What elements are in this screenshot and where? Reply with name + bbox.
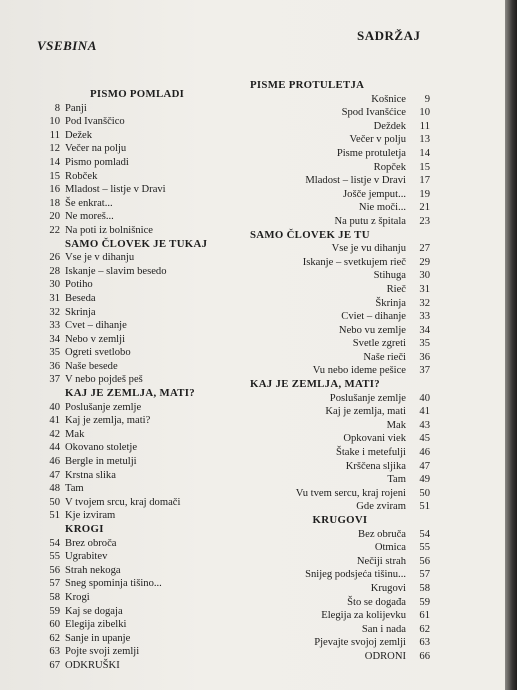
- entry-title: Elegija zibelki: [65, 619, 127, 631]
- toc-entry: [250, 324, 430, 338]
- entry-title: Pod Ivanščico: [65, 116, 125, 128]
- page-number: 54: [419, 528, 430, 540]
- toc-section-heading: [250, 79, 430, 93]
- header-left: VSEBINA: [37, 38, 97, 53]
- page-number: 63: [49, 646, 60, 658]
- toc-entry: [40, 591, 250, 605]
- entry-title: Nie moči...: [358, 202, 406, 214]
- toc-entry: [250, 596, 430, 610]
- page-number: 54: [49, 537, 60, 549]
- toc-entry: [250, 419, 430, 433]
- toc-entry: [40, 265, 250, 279]
- page-number: 51: [419, 501, 430, 513]
- page-number: 60: [49, 619, 60, 631]
- page-number: 14: [419, 147, 430, 159]
- toc-entry: [250, 432, 430, 446]
- toc-entry: [250, 174, 430, 188]
- page-number: 35: [49, 347, 60, 359]
- page-number: 49: [419, 474, 430, 486]
- header-right: SADRŽAJ: [357, 28, 421, 43]
- entry-title: Strah nekoga: [65, 564, 121, 576]
- toc-entry: [250, 161, 430, 175]
- toc-entry: [250, 487, 430, 501]
- entry-title: Brez obroča: [65, 537, 117, 549]
- page-number: 36: [419, 351, 430, 363]
- page-number: 41: [49, 415, 60, 427]
- entry-title: Košnice: [371, 93, 406, 105]
- toc-right-column: [250, 79, 430, 664]
- toc-entry: [250, 460, 430, 474]
- toc-entry: [250, 93, 430, 107]
- page-number: 36: [49, 360, 60, 372]
- entry-title: Otmica: [374, 542, 406, 554]
- page-number: 41: [419, 406, 430, 418]
- entry-title: Svetle zgreti: [352, 338, 406, 350]
- entry-title: Stihuga: [373, 270, 406, 282]
- page-number: 46: [419, 447, 430, 459]
- page-number: 9: [424, 93, 430, 105]
- page-number: 12: [49, 143, 60, 155]
- page-number: 56: [419, 555, 430, 567]
- entry-title: Krogi: [65, 591, 90, 603]
- entry-title: Poslušanje zemlje: [329, 392, 406, 404]
- entry-title: Panji: [65, 102, 87, 114]
- toc-entry: [40, 618, 250, 632]
- entry-title: San i nada: [361, 623, 406, 635]
- toc-entry: [40, 428, 250, 442]
- toc-entry: [250, 541, 430, 555]
- toc-entry: [40, 170, 250, 184]
- page-number: 34: [49, 333, 60, 345]
- entry-title: Naše besede: [65, 360, 118, 372]
- entry-title: Elegija za kolijevku: [321, 610, 406, 622]
- page-number: 40: [49, 401, 60, 413]
- toc-entry: [40, 414, 250, 428]
- page-number: 55: [419, 542, 430, 554]
- page-number: 15: [49, 170, 60, 182]
- toc-entry: [40, 564, 250, 578]
- toc-entry: [40, 142, 250, 156]
- toc-entry: [40, 537, 250, 551]
- entry-title: Pismo pomladi: [65, 156, 129, 168]
- page-number: 62: [49, 632, 60, 644]
- page-number: 57: [419, 569, 430, 581]
- page-number: 61: [419, 610, 430, 622]
- toc-entry: [40, 373, 250, 387]
- toc-entry: [250, 201, 430, 215]
- toc-entry: [250, 568, 430, 582]
- entry-title: Deždek: [373, 120, 406, 132]
- toc-entry: [40, 550, 250, 564]
- toc-left-column: [40, 88, 250, 673]
- toc-entry: [40, 401, 250, 415]
- entry-title: Štake i metefulji: [335, 447, 406, 459]
- entry-title: Cviet – dihanje: [341, 311, 406, 323]
- toc-entry: [250, 446, 430, 460]
- entry-title: Pisme protuletja: [336, 147, 406, 159]
- entry-title: Sneg spominja tišino...: [65, 578, 162, 590]
- page-number: 32: [419, 297, 430, 309]
- toc-entry: [250, 650, 430, 664]
- toc-entry: [250, 528, 430, 542]
- page-number: 10: [419, 107, 430, 119]
- entry-title: Sanje in upanje: [65, 632, 131, 644]
- entry-title: Ne moreš...: [65, 211, 114, 223]
- toc-entry: [250, 392, 430, 406]
- page-number: 28: [49, 265, 60, 277]
- toc-entry: [250, 283, 430, 297]
- page-number: 33: [49, 320, 60, 332]
- page-number: 13: [419, 134, 430, 146]
- entry-title: Poslušanje zemlje: [65, 401, 142, 413]
- page-number: 32: [49, 306, 60, 318]
- entry-title: Nebo v zemlji: [65, 333, 126, 345]
- toc-entry: [40, 455, 250, 469]
- page-number: 19: [419, 188, 430, 200]
- toc-entry: [40, 129, 250, 143]
- toc-entry: [40, 645, 250, 659]
- page-number: 47: [49, 469, 60, 481]
- toc-entry: [40, 605, 250, 619]
- toc-entry: [40, 482, 250, 496]
- entry-title: Tam: [65, 483, 84, 495]
- page-number: 48: [49, 483, 60, 495]
- toc-entry: [40, 251, 250, 265]
- entry-title: Potiho: [65, 279, 93, 291]
- page-number: 30: [419, 270, 430, 282]
- page-number: 30: [49, 279, 60, 291]
- page-number: 47: [419, 460, 430, 472]
- toc-entry: [40, 441, 250, 455]
- toc-entry: [250, 120, 430, 134]
- toc-entry: [40, 496, 250, 510]
- page-number: 15: [419, 161, 430, 173]
- toc-entry: [250, 555, 430, 569]
- entry-title: Naše rieči: [363, 351, 406, 363]
- page-number: 63: [419, 637, 430, 649]
- page-number: 18: [49, 197, 60, 209]
- page-number: 17: [419, 175, 430, 187]
- entry-title: Opkovani viek: [343, 433, 406, 445]
- entry-title: Na poti iz bolnišnice: [65, 224, 153, 236]
- entry-title: Ogreti svetlobo: [65, 347, 131, 359]
- entry-title: Škrinja: [375, 297, 406, 309]
- entry-title: Mladost – listje v Dravi: [305, 175, 406, 187]
- entry-title: Mak: [65, 428, 85, 440]
- toc-entry: [40, 469, 250, 483]
- toc-entry: [40, 292, 250, 306]
- section-title: SAMO ČLOVEK JE TUKAJ: [65, 237, 208, 250]
- page-number: 57: [49, 578, 60, 590]
- toc-section-heading: [40, 88, 250, 102]
- toc-entry: [40, 224, 250, 238]
- toc-entry: [250, 106, 430, 120]
- toc-entry: [250, 582, 430, 596]
- toc-entry: [40, 659, 250, 673]
- toc-entry: [40, 102, 250, 116]
- entry-title: V tvojem srcu, kraj domači: [65, 496, 181, 508]
- page-number: 55: [49, 551, 60, 563]
- toc-entry: [40, 360, 250, 374]
- page-number: 37: [419, 365, 430, 377]
- page-number: 58: [419, 582, 430, 594]
- entry-title: Vse je v dihanju: [65, 252, 135, 264]
- page-number: 31: [419, 283, 430, 295]
- section-title: KROGI: [65, 523, 104, 535]
- page-number: 51: [49, 510, 60, 522]
- page-number: 16: [49, 184, 60, 196]
- page-number: 46: [49, 456, 60, 468]
- page-number: 56: [49, 564, 60, 576]
- entry-title: Krstna slika: [65, 469, 116, 481]
- page-number: 33: [419, 311, 430, 323]
- entry-title: Tam: [387, 474, 406, 486]
- entry-title: Gde zviram: [356, 501, 406, 513]
- toc-entry: [40, 278, 250, 292]
- page-number: 59: [49, 605, 60, 617]
- toc-entry: [250, 188, 430, 202]
- toc-entry: [40, 509, 250, 523]
- toc-entry: [40, 115, 250, 129]
- page-number: 14: [49, 156, 60, 168]
- entry-title: Na putu z špitala: [334, 215, 406, 227]
- entry-title: Nečiji strah: [356, 555, 406, 567]
- entry-title: Večer v polju: [349, 134, 406, 146]
- page-number: 34: [419, 324, 430, 336]
- section-title: SAMO ČLOVEK JE TU: [250, 228, 370, 241]
- entry-title: Večer na polju: [65, 143, 127, 155]
- page-edge-shadow: [505, 0, 517, 690]
- toc-section-heading: [40, 523, 250, 537]
- toc-entry: [40, 346, 250, 360]
- toc-entry: [250, 147, 430, 161]
- page-number: 45: [419, 433, 430, 445]
- page-number: 27: [419, 243, 430, 255]
- entry-title: Vu nebo ideme pešice: [312, 365, 406, 377]
- page-number: 66: [419, 650, 430, 662]
- toc-entry: [250, 242, 430, 256]
- entry-title: Kaj je zemlja, mati: [325, 406, 406, 418]
- entry-title: Še enkrat...: [65, 197, 113, 209]
- toc-entry: [40, 319, 250, 333]
- entry-title: Snijeg podsjeća tišinu...: [305, 569, 406, 581]
- toc-section-heading: [250, 378, 430, 392]
- page-number: 58: [49, 591, 60, 603]
- page-number: 37: [49, 374, 60, 386]
- entry-title: Iskanje – svetkujem rieč: [302, 256, 406, 268]
- toc-entry: [250, 256, 430, 270]
- toc-entry: [40, 306, 250, 320]
- entry-title: Rieč: [386, 283, 406, 295]
- toc-entry: [250, 609, 430, 623]
- section-title: PISMO POMLADI: [90, 88, 185, 100]
- entry-title: Ugrabitev: [65, 551, 108, 563]
- page-number: 26: [49, 252, 60, 264]
- toc-section-heading: [40, 238, 250, 252]
- toc-entry: [250, 623, 430, 637]
- toc-entry: [250, 473, 430, 487]
- section-title: KRUGOVI: [312, 514, 368, 526]
- entry-title: Dežek: [65, 129, 93, 141]
- toc-entry: [250, 215, 430, 229]
- section-title: KAJ JE ZEMLJA, MATI?: [250, 378, 380, 391]
- entry-title: Ropček: [373, 161, 406, 173]
- page-number: 40: [419, 392, 430, 404]
- entry-title: Skrinja: [65, 306, 96, 318]
- entry-title: Kaj je zemlja, mati?: [65, 415, 151, 427]
- entry-title: Pojte svoji zemlji: [65, 646, 140, 658]
- entry-title: Kaj se dogaja: [65, 605, 123, 617]
- page-number: 29: [419, 256, 430, 268]
- page-number: 31: [49, 292, 60, 304]
- entry-title: Što se događa: [347, 596, 406, 608]
- page-number: 21: [419, 202, 430, 214]
- toc-entry: [250, 297, 430, 311]
- entry-title: ODKRUŠKI: [65, 659, 120, 671]
- page-number: 67: [49, 659, 60, 671]
- toc-entry: [250, 133, 430, 147]
- entry-title: Kje izviram: [65, 510, 116, 522]
- toc-entry: [250, 269, 430, 283]
- page-number: 8: [54, 102, 60, 114]
- entry-title: Bez obruča: [358, 528, 406, 540]
- page-number: 50: [49, 496, 60, 508]
- entry-title: ODRONI: [364, 650, 406, 662]
- page-number: 42: [49, 428, 60, 440]
- toc-section-heading: [250, 514, 430, 528]
- page-number: 50: [419, 487, 430, 499]
- entry-title: Okovano stoletje: [65, 442, 138, 454]
- entry-title: Spod Ivanšćice: [341, 107, 406, 119]
- page-number: 35: [419, 338, 430, 350]
- toc-entry: [40, 333, 250, 347]
- page-number: 23: [419, 215, 430, 227]
- page-number: 62: [419, 623, 430, 635]
- toc-entry: [250, 636, 430, 650]
- entry-title: Vse je vu dihanju: [331, 243, 406, 255]
- toc-entry: [250, 405, 430, 419]
- toc-section-heading: [250, 229, 430, 243]
- page-number: 10: [49, 116, 60, 128]
- toc-entry: [250, 337, 430, 351]
- toc-section-heading: [40, 387, 250, 401]
- page-number: 43: [419, 419, 430, 431]
- toc-entry: [250, 364, 430, 378]
- entry-title: Bergle in metulji: [65, 456, 137, 468]
- page-number: 44: [49, 442, 60, 454]
- entry-title: Robček: [65, 170, 98, 182]
- entry-title: Cvet – dihanje: [65, 320, 127, 332]
- page-number: 22: [49, 224, 60, 236]
- page-number: 20: [49, 211, 60, 223]
- entry-title: V nebo pojdeš peš: [65, 374, 143, 386]
- toc-entry: [40, 577, 250, 591]
- page-number: 11: [419, 120, 430, 132]
- toc-entry: [40, 183, 250, 197]
- entry-title: Mak: [386, 419, 406, 431]
- toc-entry: [250, 351, 430, 365]
- section-title: PISME PROTULETJA: [250, 79, 365, 91]
- entry-title: Mladost – listje v Dravi: [65, 184, 166, 196]
- page-number: 59: [419, 596, 430, 608]
- toc-entry: [40, 210, 250, 224]
- section-title: KAJ JE ZEMLJA, MATI?: [65, 387, 195, 400]
- entry-title: Krugovi: [370, 582, 406, 594]
- entry-title: Beseda: [65, 292, 96, 304]
- toc-entry: [40, 632, 250, 646]
- toc-entry: [40, 156, 250, 170]
- page-number: 11: [49, 129, 60, 141]
- entry-title: Krščena sljika: [345, 460, 406, 472]
- toc-entry: [40, 197, 250, 211]
- entry-title: Nebo vu zemlje: [338, 324, 406, 336]
- entry-title: Pjevajte svojoj zemlji: [314, 637, 406, 649]
- entry-title: Iskanje – slavim besedo: [65, 265, 167, 277]
- entry-title: Jošče jemput...: [343, 188, 406, 200]
- toc-entry: [250, 310, 430, 324]
- entry-title: Vu tvem sercu, kraj rojeni: [295, 487, 406, 499]
- toc-entry: [250, 500, 430, 514]
